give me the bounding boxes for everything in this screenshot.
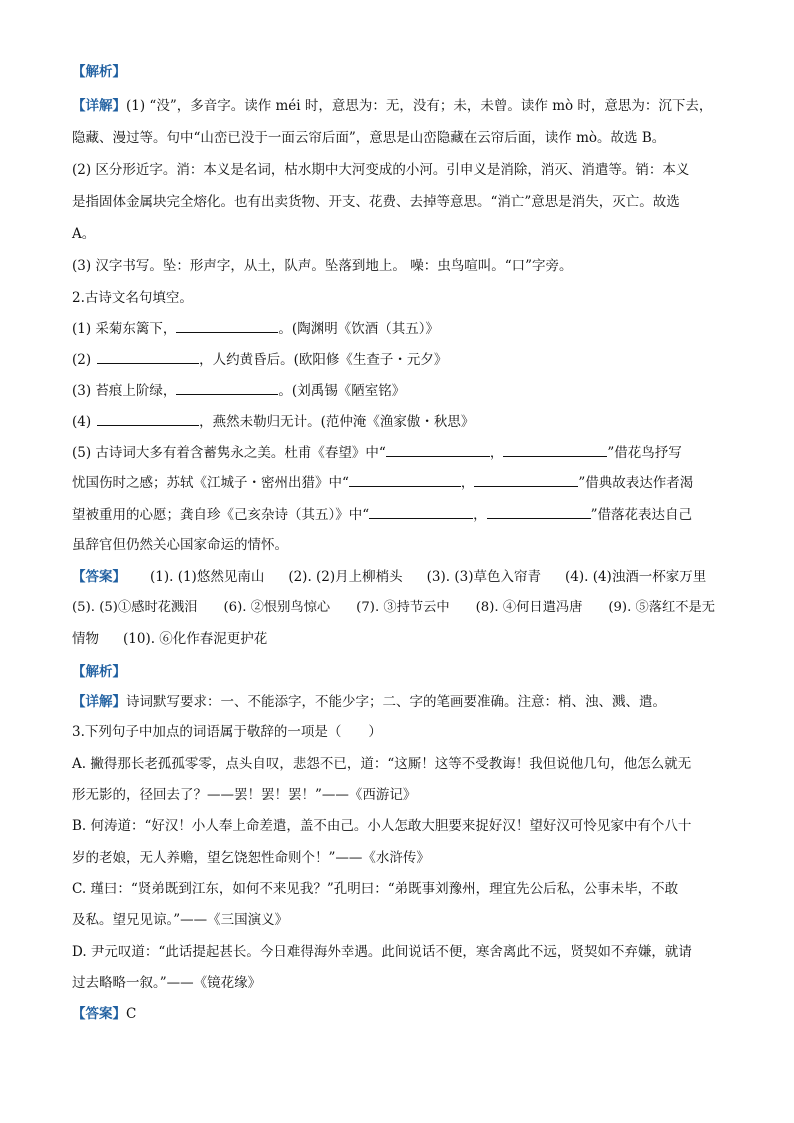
detail-paragraph-2-line-2: 是指固体金属块完全熔化。也有出卖货物、开支、花费、去掉等意思。“消亡”意思是消失，灭亡。故选 xyxy=(72,194,680,210)
answers-row-1: 【答案】 (1). (1)悠然见南山 (2). (2)月上柳梢头 (3). (3)草色入帘青 (4). (4)浊酒一杯家万里 xyxy=(72,569,707,585)
fill-blank xyxy=(503,442,607,457)
option-a-line-2: 形无影的，径回去了？——罢！罢！罢！”——《西游记》 xyxy=(72,787,417,803)
answer-item: (2). (2)月上柳梢头 xyxy=(288,569,403,585)
fill-blank xyxy=(349,472,461,487)
answer-item: 情物 xyxy=(72,631,99,647)
detail-paragraph-2-line-1: (2) 区分形近字。消：本义是名词，枯水期中大河变成的小河。引申义是消除，消灭、消遣等。销：本义 xyxy=(72,162,690,178)
option-a-line-1: A. 撇得那长老孤孤零零，点头自叹，悲怨不已，道：“这厮！这等不受教诲！我但说他几句，他怎么就无 xyxy=(72,756,692,772)
answer-item: (9). ⑤落红不是无 xyxy=(608,600,716,615)
answers-row-3 xyxy=(72,629,724,649)
detail-paragraph-1-line-1: 【详解】(1) “没”，多音字。读作 méi 时，意思为：无，没有；未，未曾。读作 mò 时，意思为：沉下去， xyxy=(72,98,713,114)
option-c-line-1: C. 瑾曰：“贤弟既到江东，如何不来见我？”孔明曰：“弟既事刘豫州，理宜先公后私，公事未毕，不敢 xyxy=(72,881,679,897)
fill-blank xyxy=(97,349,199,364)
option-b-line-1: B. 何涛道：“好汉！小人奉上命差遣，盖不由己。小人怎敢大胆要来捉好汉！望好汉可怜见家中有个八十 xyxy=(72,818,692,834)
answers-row-2 xyxy=(72,598,724,618)
fill-blank xyxy=(487,504,591,519)
detail-paragraph-1-line-2: 隐藏、漫过等。句中“山峦已没于一面云帘后面”，意思是山峦隐藏在云帘后面，读作 mò。故选 B。 xyxy=(72,130,666,146)
answer-item: (7). ③持节云中 xyxy=(356,600,450,615)
answer-item: (6). ②恨别鸟惊心 xyxy=(223,600,331,615)
fill-blank xyxy=(176,380,278,395)
answer-item: (4). (4)浊酒一杯家万里 xyxy=(564,569,707,585)
fill-blank xyxy=(386,442,490,457)
question-2-title: 2.古诗文名句填空。 xyxy=(72,290,193,306)
option-b-line-2: 岁的老娘，无人养赡，望乞饶恕性命则个！”——《水浒传》 xyxy=(72,850,430,866)
q2-line-1: (1) 采菊东篱下， 。(陶渊明《饮酒（其五）》 xyxy=(72,318,439,339)
analysis-heading: 【解析】 xyxy=(72,64,126,80)
option-d-line-1: D. 尹元叹道：“此话提起甚长。今日难得海外幸遇。此间说话不便，寒舍离此不远，贤契如不弃嫌，就请 xyxy=(72,944,692,960)
detail-2: 【详解】诗词默写要求：一、不能添字，不能少字；二、字的笔画要准确。注意：梢、浊、溅、遣。 xyxy=(72,694,666,710)
fill-blank xyxy=(369,504,473,519)
option-c-line-2: 及私。望兄见谅。”——《三国演义》 xyxy=(72,912,289,928)
option-d-line-2: 过去略略一叙。”——《镜花缘》 xyxy=(72,975,262,991)
fill-blank xyxy=(474,472,578,487)
q2-line-2: (2) ，人约黄昏后。(欧阳修《生查子・元夕》 xyxy=(72,349,447,370)
detail-paragraph-2-line-3: A。 xyxy=(72,226,96,242)
answer-item: (1). (1)悠然见南山 xyxy=(150,569,265,585)
detail-paragraph-3: (3) 汉字书写。坠：形声字，从土，队声。坠落到地上。 噪：虫鸟喧叫。“口”字旁。 xyxy=(72,258,573,274)
question-3-answer: 【答案】C xyxy=(72,1006,137,1022)
q2-line-3: (3) 苔痕上阶绿， 。(刘禹锡《陋室铭》 xyxy=(72,380,405,401)
q2-line-7: 望被重用的心愿；龚自珍《己亥杂诗（其五）》中“ ， ”借落花表达自己 xyxy=(72,504,692,525)
q2-line-5: (5) 古诗词大多有着含蓄隽永之美。杜甫《春望》中“ ， ”借花鸟抒写 xyxy=(72,442,682,463)
q2-line-6: 忧国伤时之感；苏轼《江城子・密州出猎》中“ ， ”借典故表达作者渴 xyxy=(72,472,693,493)
fill-blank xyxy=(176,318,278,333)
fill-blank xyxy=(97,411,199,426)
answer-item: (10). ⑥化作春泥更护花 xyxy=(123,631,268,647)
answer-item: (3). (3)草色入帘青 xyxy=(426,569,541,585)
answer-item: (8). ④何日遣冯唐 xyxy=(475,600,583,615)
answer-item: (5). (5)①感时花溅泪 xyxy=(72,600,198,615)
q2-line-4: (4) ，燕然未勒归无计。(范仲淹《渔家傲・秋思》 xyxy=(72,411,474,432)
q2-line-8: 虽辞官但仍然关心国家命运的情怀。 xyxy=(72,537,288,553)
analysis-heading-2: 【解析】 xyxy=(72,664,126,680)
question-3-title: 3.下列句子中加点的词语属于敬辞的一项是（ ） xyxy=(72,724,382,740)
